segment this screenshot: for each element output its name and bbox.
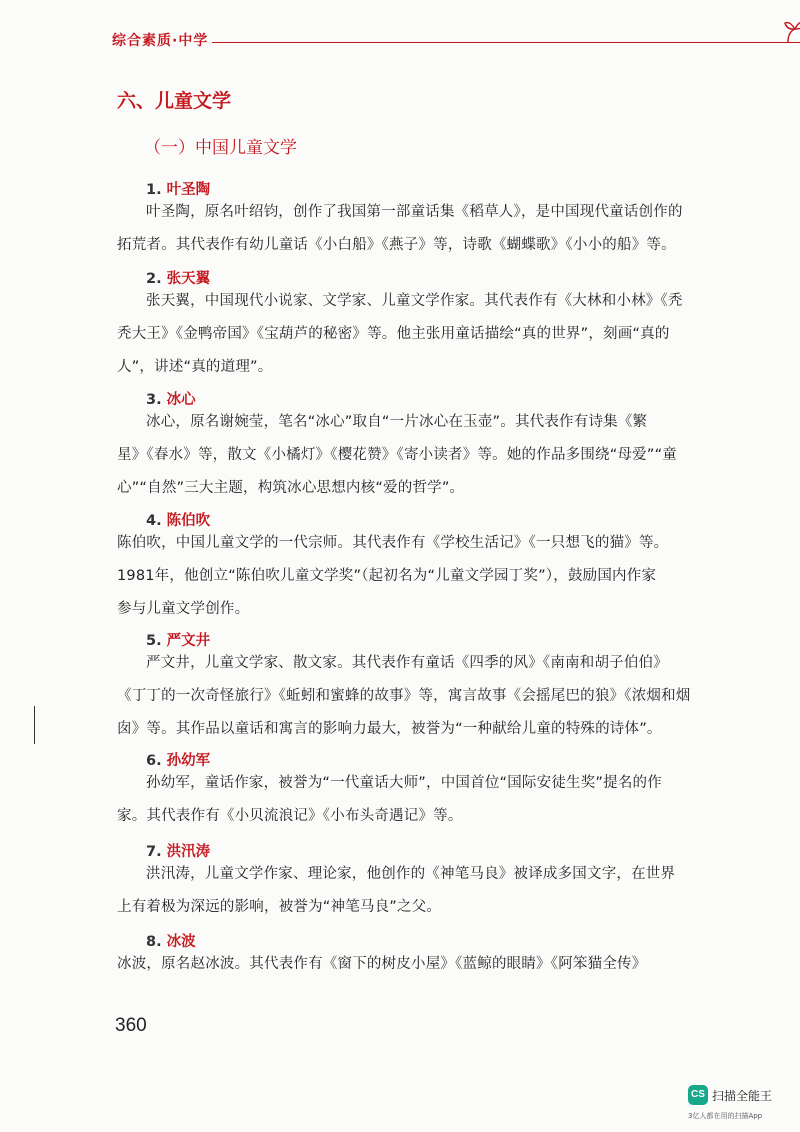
item-number: 6. — [146, 753, 162, 769]
scanner-watermark — [688, 1085, 798, 1125]
paragraph-line: 囱》等。其作品以童话和寓言的影响力最大，被誉为“一种献给儿童的特殊的诗体”。 — [117, 721, 662, 737]
scan-margin-mark — [34, 706, 35, 744]
item-number: 7. — [146, 844, 162, 860]
item-paragraph — [117, 285, 707, 384]
header-rule — [212, 42, 800, 43]
item-number: 1. — [146, 182, 162, 198]
paragraph-line: 秃大王》《金鸭帝国》《宝葫芦的秘密》等。他主张用童话描绘“真的世界”，刻画“真的 — [117, 326, 670, 342]
paragraph-line: 心”“自然”三大主题，构筑冰心思想内核“爱的哲学”。 — [117, 480, 465, 496]
subsection-title: （一）中国儿童文学 — [144, 138, 297, 158]
paragraph-line: 1981年，他创立“陈伯吹儿童文学奖”（起初名为“儿童文学园丁奖”），鼓励国内作家 — [117, 568, 657, 584]
header-title: 综合素质·中学 — [112, 33, 209, 49]
section-title: 六、儿童文学 — [117, 90, 232, 112]
watermark-app-name: 扫描全能王 — [712, 1089, 773, 1103]
item-name: 孙幼军 — [166, 753, 211, 769]
item-name: 冰心 — [166, 392, 196, 408]
item-number: 3. — [146, 392, 162, 408]
item-name: 洪汛涛 — [166, 844, 211, 860]
paragraph-line: 《丁丁的一次奇怪旅行》《蚯蚓和蜜蜂的故事》等，寓言故事《会摇尾巴的狼》《浓烟和烟 — [117, 688, 691, 704]
item-paragraph — [117, 527, 707, 626]
paragraph-line: 洪汛涛，儿童文学作家、理论家，他创作的《神笔马良》被译成多国文字，在世界 — [146, 866, 676, 882]
item-paragraph — [117, 406, 707, 505]
paragraph-line: 张天翼，中国现代小说家、文学家、儿童文学作家。其代表作有《大林和小林》《秃 — [146, 293, 683, 309]
watermark-slogan: 3亿人都在用的扫描App — [688, 1112, 763, 1120]
item-paragraph — [117, 647, 707, 746]
item-number: 5. — [146, 633, 162, 649]
item-name: 张天翼 — [166, 271, 211, 287]
item-name: 严文井 — [166, 633, 211, 649]
page-number: 360 — [115, 1015, 147, 1036]
camscanner-logo-icon: CS — [688, 1085, 708, 1105]
item-paragraph — [117, 858, 707, 924]
item-number: 2. — [146, 271, 162, 287]
paragraph-line: 星》《春水》等，散文《小橘灯》《樱花赞》《寄小读者》等。她的作品多围绕“母爱”“童 — [117, 447, 677, 463]
paragraph-line: 参与儿童文学创作。 — [117, 601, 250, 617]
item-number: 8. — [146, 934, 162, 950]
item-number: 4. — [146, 513, 162, 529]
item-name: 叶圣陶 — [166, 182, 211, 198]
item-name: 冰波 — [166, 934, 196, 950]
paragraph-line: 家。其代表作有《小贝流浪记》《小布头奇遇记》等。 — [117, 808, 463, 824]
paragraph-line: 拓荒者。其代表作有幼儿童话《小白船》《燕子》等，诗歌《蝴蝶歌》《小小的船》等。 — [117, 237, 676, 253]
item-paragraph — [117, 948, 707, 981]
sprout-icon — [784, 18, 800, 44]
paragraph-line: 严文井，儿童文学家、散文家。其代表作有童话《四季的风》《南南和胡子伯伯》 — [146, 655, 668, 671]
paragraph-line: 孙幼军，童话作家，被誉为“一代童话大师”，中国首位“国际安徒生奖”提名的作 — [146, 775, 662, 791]
paragraph-line: 人”，讲述“真的道理”。 — [117, 359, 273, 375]
paragraph-line: 冰心，原名谢婉莹，笔名“冰心”取自“一片冰心在玉壶”。其代表作有诗集《繁 — [146, 414, 648, 430]
paragraph-line: 叶圣陶，原名叶绍钧，创作了我国第一部童话集《稻草人》，是中国现代童话创作的 — [146, 204, 683, 220]
paragraph-line: 冰波，原名赵冰波。其代表作有《窗下的树皮小屋》《蓝鲸的眼睛》《阿笨猫全传》 — [117, 956, 647, 972]
paragraph-line: 上有着极为深远的影响，被誉为“神笔马良”之父。 — [117, 899, 442, 915]
paragraph-line: 陈伯吹，中国儿童文学的一代宗师。其代表作有《学校生活记》《一只想飞的猫》等。 — [117, 535, 669, 551]
page-header — [112, 28, 712, 58]
item-name: 陈伯吹 — [166, 513, 211, 529]
item-paragraph — [117, 196, 707, 262]
item-paragraph — [117, 767, 707, 833]
